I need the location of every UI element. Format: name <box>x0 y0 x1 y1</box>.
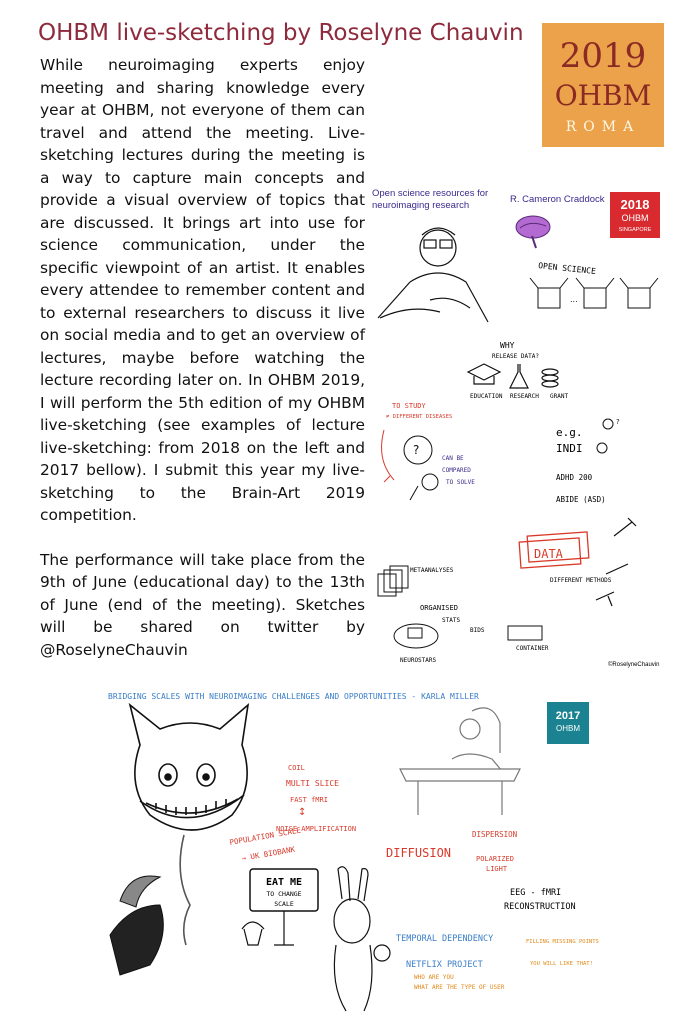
what-type-label: WHAT ARE THE TYPE OF USER <box>414 984 505 991</box>
eat-me-label: EAT ME <box>265 877 303 888</box>
files-drawing <box>378 566 408 596</box>
intro-text <box>40 54 365 661</box>
indi-label: INDI <box>556 442 583 455</box>
sketch-2018 <box>370 180 670 680</box>
temporal-label: TEMPORAL DEPENDENCY <box>396 934 494 944</box>
why-label: WHY <box>500 341 515 350</box>
noise-label: NOISE AMPLIFICATION <box>276 825 357 833</box>
education-research-grant-icons <box>468 364 558 388</box>
badge-2018-city: SINGAPORE <box>618 227 652 233</box>
eat-me-sign <box>250 869 318 945</box>
svg-text:?: ? <box>616 418 620 426</box>
ukbiobank-label: → UK BIOBANK <box>240 844 296 863</box>
ohbm-2017-badge <box>547 702 589 744</box>
svg-text:...: ... <box>570 295 578 304</box>
cat-tail-drawing <box>110 876 163 975</box>
container-label: CONTAINER <box>516 645 549 652</box>
research-label: RESEARCH <box>510 393 539 400</box>
to-solve-label: TO SOLVE <box>446 479 475 486</box>
brain-puzzle-drawing <box>382 430 438 500</box>
updown-arrow-icon: ↕ <box>298 807 307 818</box>
badge-2018-year: 2018 <box>620 197 650 212</box>
stats-label: STATS <box>442 617 461 624</box>
scale-label: SCALE <box>274 900 294 908</box>
sketch-2018-title-2: neuroimaging research <box>372 200 470 211</box>
multi-slice-label: MULTI SLICE <box>286 779 339 788</box>
neurostars-label: NEUROSTARS <box>400 657 437 664</box>
data-label: DATA <box>534 547 563 561</box>
reconstruction-label: RECONSTRUCTION <box>504 902 576 912</box>
adhd-label: ADHD 200 <box>556 473 593 482</box>
badge-2018-name: OHBM <box>621 213 649 223</box>
different-methods-label: DIFFERENT METHODS <box>550 577 612 584</box>
speaker-2017-drawing <box>400 708 520 815</box>
sketch-2018-title-1: Open science resources for <box>372 188 489 199</box>
polarized-label: POLARIZED <box>476 855 514 863</box>
metaanalyses-label: METAANALYSES <box>410 567 454 574</box>
open-science-label: OPEN SCIENCE <box>537 261 597 277</box>
population-label: POPULATION SCALE <box>228 825 302 847</box>
dispersion-label: DISPERSION <box>472 830 518 839</box>
signature-2018: ©RoselyneChauvin <box>608 662 660 668</box>
brain-icon <box>516 216 550 248</box>
eg-label: e.g. <box>556 426 583 439</box>
abide-label: ABIDE (ASD) <box>556 495 606 504</box>
grant-label: GRANT <box>550 393 569 400</box>
light-label: LIGHT <box>486 865 508 873</box>
badge-2017-year: 2017 <box>555 710 581 722</box>
sketch-2017 <box>100 685 620 1015</box>
sketch-2018-speaker: R. Cameron Craddock <box>510 194 605 205</box>
education-label: EDUCATION <box>470 393 503 400</box>
organised-label: ORGANISED <box>420 604 458 612</box>
tools-drawing <box>596 518 636 606</box>
to-study-label: TO STUDY <box>392 402 426 410</box>
filling-label: FILLING MISSING POINTS <box>526 939 599 945</box>
intro-paragraph-1: While neuroimaging experts enjoy meeting and sharing knowledge every year at OHBM, not everyone of them can travel and attend the meeting. Live-sketching lectures during the meeting is a way to capture main concepts and provide a visual overview of topics that are discussed. It brings art into use for science communication, under the specific viewpoint of an artist. It enables every attendee to remember content and to external researchers to discuss it live on social media and to get an overview of lectures, maybe before watching the lecture recording later on. In OHBM 2019, I will perform the 5th edition of my OHBM live-sketching (see examples of lecture live-sketching: from 2018 on the left and 2017 bellow). I submit this year my live-sketching to the Brain-Art 2019 competition. <box>40 56 365 524</box>
logo-2019-city: ROMA <box>565 119 641 135</box>
coil-label: COIL <box>288 764 305 772</box>
different-diseases-label: ≠ DIFFERENT DISEASES <box>386 414 453 420</box>
logo-2019-name: OHBM <box>554 79 652 112</box>
netflix-label: NETFLIX PROJECT <box>406 960 483 970</box>
you-will-like-label: YOU WILL LIKE THAT! <box>530 961 593 967</box>
rabbit-drawing <box>334 867 390 1011</box>
fast-fmri-label: FAST fMRI <box>290 796 328 804</box>
can-be-label: CAN BE <box>442 455 464 462</box>
badge-2017-name: OHBM <box>556 724 580 733</box>
release-data-label: RELEASE DATA? <box>492 353 539 360</box>
ohbm-2018-badge <box>610 192 660 238</box>
bids-label: BIDS <box>470 627 485 634</box>
ohbm-2019-logo <box>542 23 664 147</box>
people-question-drawing <box>597 418 620 453</box>
page-title: OHBM live-sketching by Roselyne Chauvin <box>38 20 524 46</box>
eeg-fmri-label: EEG - fMRI <box>510 888 562 898</box>
sketch-2017-title: BRIDGING SCALES WITH NEUROIMAGING CHALLENGES AND OPPORTUNITIES - KARLA MILLER <box>108 692 479 701</box>
compared-label: COMPARED <box>442 467 471 474</box>
intro-paragraph-2: The performance will take place from the 9th of June (educational day) to the 13th of June (end of the meeting). Sketches will be shared on twitter by @RoselyneChauvin <box>40 550 365 659</box>
logo-2019-year: 2019 <box>559 36 647 76</box>
open-boxes-drawing <box>530 278 658 308</box>
diffusion-label: DIFFUSION <box>386 846 452 860</box>
speaker-2018-drawing <box>378 228 488 322</box>
who-are-you-label: WHO ARE YOU <box>414 974 454 981</box>
to-change-label: TO CHANGE <box>266 890 302 898</box>
cupcake-drawing <box>242 922 264 945</box>
svg-text:?: ? <box>413 443 420 457</box>
